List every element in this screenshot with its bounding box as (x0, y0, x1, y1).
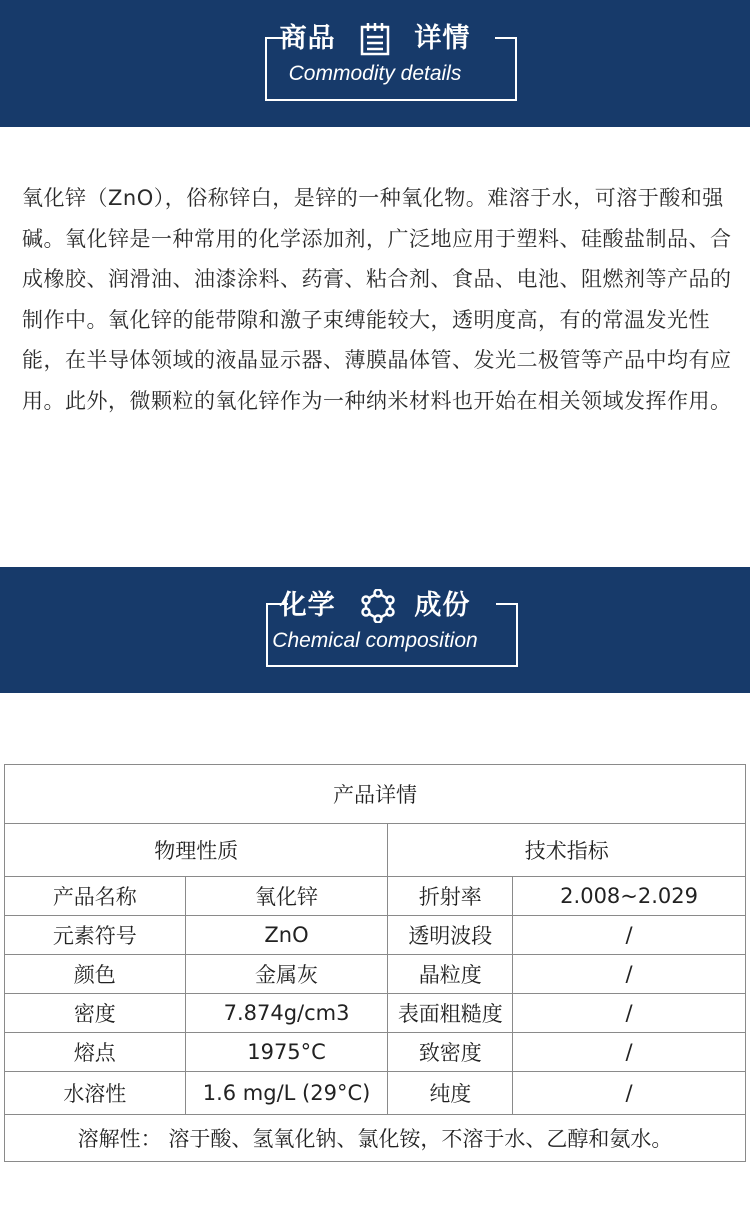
property-name: 密度 (5, 994, 186, 1033)
table-row (5, 877, 746, 916)
section-subtitle: Commodity details (288, 62, 462, 85)
technical-specs-header: 技术指标 (388, 824, 746, 877)
spec-name: 晶粒度 (388, 955, 513, 994)
section-title-right: 成份 (414, 590, 471, 621)
table-row (5, 916, 746, 955)
table-row (5, 955, 746, 994)
spec-name: 透明波段 (388, 916, 513, 955)
property-name: 元素符号 (5, 916, 186, 955)
section-title-left: 化学 (279, 590, 336, 621)
commodity-details-banner (0, 0, 750, 127)
table-row (5, 994, 746, 1033)
product-spec-table (4, 764, 746, 1162)
spec-value: / (513, 1072, 746, 1115)
chemical-composition-banner (0, 567, 750, 693)
section-title (0, 589, 750, 623)
spec-value: / (513, 1033, 746, 1072)
table-row (5, 1072, 746, 1115)
section-title (0, 22, 750, 56)
property-name: 熔点 (5, 1033, 186, 1072)
spec-value: / (513, 994, 746, 1033)
section-title-left: 商品 (279, 23, 336, 54)
property-value: 1975°C (185, 1033, 388, 1072)
physical-properties-header: 物理性质 (5, 824, 388, 877)
table-row (5, 1033, 746, 1072)
spec-value: / (513, 955, 746, 994)
property-value: ZnO (185, 916, 388, 955)
property-value: 金属灰 (185, 955, 388, 994)
section-subtitle: Chemical composition (272, 629, 478, 652)
spec-name: 折射率 (388, 877, 513, 916)
property-value: 氧化锌 (185, 877, 388, 916)
product-description: 氧化锌（ZnO），俗称锌白，是锌的一种氧化物。难溶于水，可溶于酸和强碱。氧化锌是一种常用的化学添加剂，广泛地应用于塑料、硅酸盐制品、合成橡胶、润滑油、油漆涂料、药膏、粘合剂、食品、电池、阻燃剂等产品的制作中。氧化锌的能带隙和激子束缚能较大，透明度高，有的常温发光性能，在半导体领域的液晶显示器、薄膜晶体管、发光二极管等产品中均有应用。此外，微颗粒的氧化锌作为一种纳米材料也开始在相关领域发挥作用。 (22, 186, 732, 413)
spec-value: / (513, 916, 746, 955)
spec-name: 表面粗糙度 (388, 994, 513, 1033)
table-header: 产品详情 (5, 765, 746, 824)
property-name: 产品名称 (5, 877, 186, 916)
notepad-icon (358, 22, 392, 56)
property-name: 水溶性 (5, 1072, 186, 1115)
property-name: 颜色 (5, 955, 186, 994)
property-value: 1.6 mg/L (29°C) (185, 1072, 388, 1115)
spec-value: 2.008~2.029 (513, 877, 746, 916)
property-value: 7.874g/cm3 (185, 994, 388, 1033)
spec-name: 致密度 (388, 1033, 513, 1072)
section-title-right: 详情 (414, 23, 471, 54)
molecule-icon (358, 589, 392, 623)
solubility-note: 溶解性： 溶于酸、氢氧化钠、氯化铵，不溶于水、乙醇和氨水。 (5, 1115, 746, 1162)
spec-name: 纯度 (388, 1072, 513, 1115)
